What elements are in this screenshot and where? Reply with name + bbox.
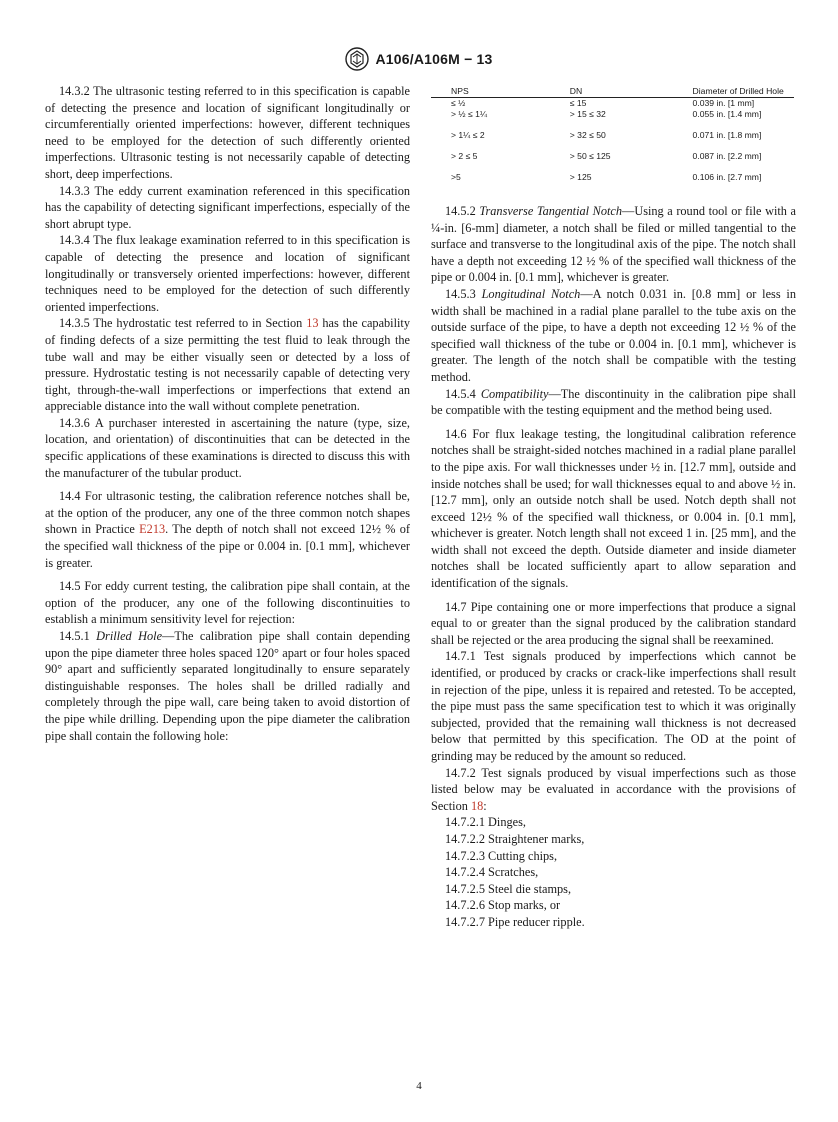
section-18-link[interactable]: 18 bbox=[470, 798, 484, 813]
section-13-link[interactable]: 13 bbox=[306, 316, 319, 331]
practice-e213-link[interactable]: E213 bbox=[139, 522, 166, 537]
section-14-5-4: 14.5.4 Compatibility—The discontinuity in the calibration pipe shall be compatible with the testing equipment and the method being used. bbox=[431, 386, 796, 418]
section-14-3-4: 14.3.4 The flux leakage examination referred to in this specification is capable of detecting the presence and location of significant longitudinally or transversely oriented imperfections: however, different techniques need to be employed for the detection of such differently oriented imperfections. bbox=[45, 233, 410, 314]
table-row bbox=[431, 151, 794, 172]
header-diameter: Diameter of Drilled Hole bbox=[692, 86, 784, 96]
table-cell: 0.087 in. [2.2 mm] bbox=[692, 151, 762, 161]
table-row bbox=[431, 172, 794, 193]
table-cell: 0.071 in. [1.8 mm] bbox=[692, 130, 762, 140]
table-cell: > 15 ≤ 32 bbox=[569, 109, 606, 119]
section-14-5-2: 14.5.2 Transverse Tangential Notch—Using a round tool or file with a ¼-in. [6-mm] diameter, a notch shall be filed or milled tangential to the surface and transverse to the longitudinal axis of the pipe. The notch shall have a depth not exceeding 12 ½ % of the specified wall thickness of the pipe or 0.004 in. [0.1 mm], whichever is greater. bbox=[431, 204, 797, 285]
list-item: 14.7.2.5 Steel die stamps, bbox=[445, 881, 572, 896]
table-cell: 0.106 in. [2.7 mm] bbox=[692, 172, 762, 182]
left-column bbox=[45, 83, 410, 744]
right-column bbox=[431, 86, 796, 931]
section-14-6: 14.6 For flux leakage testing, the longitudinal calibration reference notches shall be straight-sided notches machined in a radial plane parallel to the pipe axis. For wall thicknesses under ½ in. [12.7 mm], outside and inside notches shall be used; for wall thicknesses equal to and above ½ in. [12.7 mm], only an outside notch shall be used. Notch depth shall not exceed 12½ % of the specified wall thickness, or 0.004 in. [0.1 mm], whichever is greater. Notch length shall not exceed 1 in. [25 mm], and the width shall not exceed the depth. Outside diameter and inside diameter notches shall be located sufficiently apart to allow separation and identification of the signals. bbox=[431, 426, 796, 591]
list-item: 14.7.2.3 Cutting chips, bbox=[445, 848, 558, 863]
table-cell: > 1¼ ≤ 2 bbox=[451, 130, 485, 140]
section-14-3-5: 14.3.5 The hydrostatic test referred to in Section 13 has the capability of finding defects of a size permitting the test fluid to leak through the tube wall and may be either visually seen or detected by a loss of pressure. Hydrostatic testing is not necessarily capable of detecting very tight, through-the-wall imperfections or imperfections that extend an appreciable distance into the wall without complete penetration. bbox=[45, 316, 410, 414]
section-14-3-6: 14.3.6 A purchaser interested in ascertaining the nature (type, size, location, and orientation) of discontinuities that can be detected in the specific applications of these examinations is directed to discuss this with the manufacturer of the tubular product. bbox=[45, 415, 410, 480]
table-cell: > ½ ≤ 1¼ bbox=[451, 109, 488, 119]
section-14-7-2: 14.7.2 Test signals produced by visual imperfections such as those listed below may be evaluated in accordance with the provisions of Section 18: bbox=[431, 765, 796, 813]
table-cell: > 32 ≤ 50 bbox=[569, 130, 606, 140]
section-14-5: 14.5 For eddy current testing, the calibration pipe shall contain, at the option of the producer, any one of the following discontinuities to establish a minimum sensitivity level for rejection: bbox=[45, 579, 410, 627]
astm-logo-icon bbox=[345, 47, 369, 71]
section-14-5-1: 14.5.1 Drilled Hole—The calibration pipe shall contain depending upon the pipe diameter three holes spaced 120° apart or four holes spaced 90° apart and sufficiently separated longitudinally to ensure separately distinguishable responses. The holes shall be drilled radially and completely through the pipe wall, care being taken to avoid distortion of the pipe while drilling. Depending upon the pipe diameter the calibration pipe shall contain the following hole: bbox=[45, 629, 410, 743]
list-item: 14.7.2.2 Straightener marks, bbox=[445, 831, 585, 846]
header-nps: NPS bbox=[451, 86, 469, 96]
table-cell: ≤ 15 bbox=[569, 98, 587, 108]
table-cell: >5 bbox=[451, 172, 461, 182]
list-item: 14.7.2.6 Stop marks, or bbox=[445, 898, 561, 913]
table-row bbox=[431, 109, 794, 130]
table-row bbox=[431, 130, 794, 151]
list-item: 14.7.2.7 Pipe reducer ripple. bbox=[445, 914, 585, 929]
visual-imperfections-list bbox=[431, 814, 796, 930]
section-14-4: 14.4 For ultrasonic testing, the calibration reference notches shall be, at the option of the producer, any one of the three common notch shapes shown in Practice E213. The depth of notch shall not exceed 12½ % of the specified wall thickness of the pipe or 0.004 in. [0.1 mm], whichever is greater. bbox=[45, 489, 411, 570]
list-item: 14.7.2.4 Scratches, bbox=[445, 865, 539, 880]
table-cell: ≤ ½ bbox=[451, 98, 466, 108]
table-header-row bbox=[431, 86, 794, 98]
table-cell: > 125 bbox=[569, 172, 592, 182]
table-cell: > 50 ≤ 125 bbox=[569, 151, 611, 161]
section-14-7: 14.7 Pipe containing one or more imperfections that produce a signal equal to or greater than the signal produced by the calibration standard shall be rejected or the area producing the signal shall be reexamined. bbox=[431, 599, 796, 647]
page-header bbox=[0, 47, 838, 71]
section-14-5-3: 14.5.3 Longitudinal Notch—A notch 0.031 in. [0.8 mm] or less in width shall be machined in a radial plane parallel to the tube axis on the outside surface of the pipe, to have a depth not exceeding 12 ½ % of the specified wall thickness of the tube or 0.004 in. [0.1 mm], whichever is greater. The length of the notch shall be compatible with the testing method. bbox=[431, 286, 796, 384]
header-dn: DN bbox=[569, 86, 583, 96]
section-14-3-3: 14.3.3 The eddy current examination referenced in this specification has the capability of detecting significant imperfections, especially of the short abrupt type. bbox=[45, 183, 410, 231]
table-cell: 0.039 in. [1 mm] bbox=[692, 98, 755, 108]
table-cell: > 2 ≤ 5 bbox=[451, 151, 478, 161]
section-14-7-1: 14.7.1 Test signals produced by imperfections which cannot be identified, or produced by cracks or crack-like imperfections shall result in rejection of the pipe, unless it is repaired and retested. To be accepted, the pipe must pass the same specification test to which it was originally subjected, provided that the remaining wall thickness is not decreased below that permitted by this specification. The OD at the point of grinding may be reduced by the amount so reduced. bbox=[431, 649, 796, 763]
section-14-3-2: 14.3.2 The ultrasonic testing referred to in this specification is capable of detecting the presence and location of significant longitudinally or circumferentially oriented imperfections: however, different techniques need to be employed for the detection of such differently oriented imperfections. Ultrasonic testing is not necessarily capable of detecting short, deep imperfections. bbox=[45, 84, 410, 181]
page-number: 4 bbox=[416, 1080, 422, 1092]
standard-title: A106/A106M − 13 bbox=[375, 51, 493, 67]
table-cell: 0.055 in. [1.4 mm] bbox=[692, 109, 762, 119]
list-item: 14.7.2.1 Dinges, bbox=[445, 815, 526, 830]
drilled-hole-table bbox=[431, 86, 794, 193]
table-row bbox=[431, 98, 794, 110]
